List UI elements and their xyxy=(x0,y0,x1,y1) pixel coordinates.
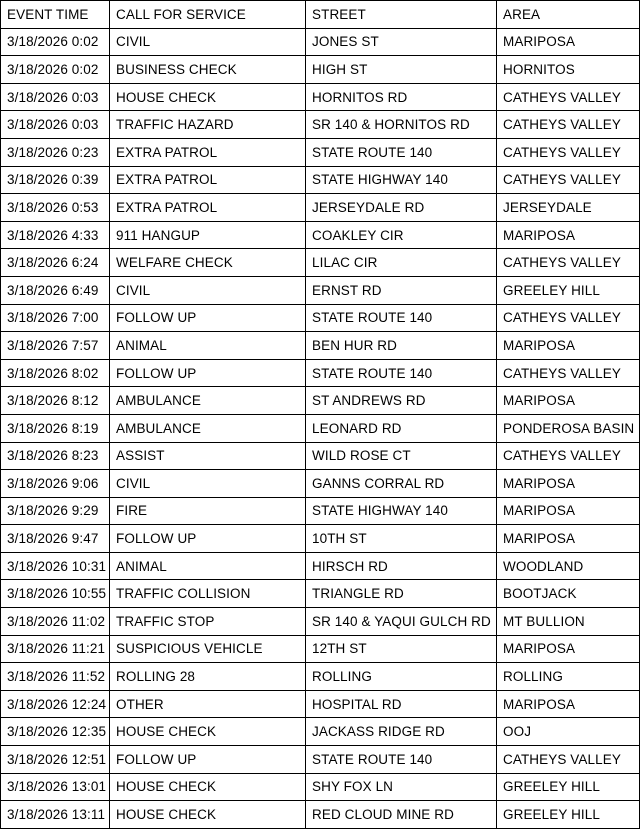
event-time-cell: 3/18/2026 12:24 xyxy=(1,690,110,718)
call-for-service-cell: AMBULANCE xyxy=(110,414,306,442)
area-cell: CATHEYS VALLEY xyxy=(497,138,640,166)
table-row xyxy=(1,690,640,718)
call-for-service-cell: EXTRA PATROL xyxy=(110,194,306,222)
area-cell: CATHEYS VALLEY xyxy=(497,83,640,111)
street-cell: WILD ROSE CT xyxy=(306,442,497,470)
table-row xyxy=(1,194,640,222)
area-cell: MARIPOSA xyxy=(497,497,640,525)
street-cell: HOSPITAL RD xyxy=(306,690,497,718)
street-cell: JACKASS RIDGE RD xyxy=(306,718,497,746)
table-body xyxy=(1,28,640,828)
table-row xyxy=(1,773,640,801)
area-cell: OOJ xyxy=(497,718,640,746)
event-time-cell: 3/18/2026 10:55 xyxy=(1,580,110,608)
street-cell: 10TH ST xyxy=(306,525,497,553)
street-cell: ST ANDREWS RD xyxy=(306,387,497,415)
street-cell: ERNST RD xyxy=(306,276,497,304)
event-time-cell: 3/18/2026 13:11 xyxy=(1,801,110,829)
street-cell: JONES ST xyxy=(306,28,497,56)
event-time-cell: 3/18/2026 8:23 xyxy=(1,442,110,470)
event-time-cell: 3/18/2026 12:51 xyxy=(1,746,110,774)
area-cell: MARIPOSA xyxy=(497,332,640,360)
street-cell: RED CLOUD MINE RD xyxy=(306,801,497,829)
area-cell: GREELEY HILL xyxy=(497,801,640,829)
street-cell: COAKLEY CIR xyxy=(306,221,497,249)
table-row xyxy=(1,718,640,746)
street-cell: SR 140 & HORNITOS RD xyxy=(306,111,497,139)
table-row xyxy=(1,746,640,774)
event-time-cell: 3/18/2026 9:29 xyxy=(1,497,110,525)
call-for-service-cell: ASSIST xyxy=(110,442,306,470)
street-cell: STATE ROUTE 140 xyxy=(306,746,497,774)
table-row xyxy=(1,221,640,249)
area-cell: MARIPOSA xyxy=(497,635,640,663)
header-area: AREA xyxy=(497,1,640,29)
table-row xyxy=(1,801,640,829)
street-cell: 12TH ST xyxy=(306,635,497,663)
event-time-cell: 3/18/2026 12:35 xyxy=(1,718,110,746)
area-cell: BOOTJACK xyxy=(497,580,640,608)
call-for-service-cell: HOUSE CHECK xyxy=(110,773,306,801)
table-row xyxy=(1,635,640,663)
header-event-time: EVENT TIME xyxy=(1,1,110,29)
event-time-cell: 3/18/2026 0:53 xyxy=(1,194,110,222)
call-for-service-cell: OTHER xyxy=(110,690,306,718)
street-cell: BEN HUR RD xyxy=(306,332,497,360)
table-row xyxy=(1,56,640,84)
call-for-service-cell: FIRE xyxy=(110,497,306,525)
call-for-service-cell: EXTRA PATROL xyxy=(110,166,306,194)
call-for-service-cell: TRAFFIC STOP xyxy=(110,608,306,636)
street-cell: STATE ROUTE 140 xyxy=(306,304,497,332)
area-cell: PONDEROSA BASIN xyxy=(497,414,640,442)
call-for-service-cell: TRAFFIC COLLISION xyxy=(110,580,306,608)
call-for-service-cell: CIVIL xyxy=(110,470,306,498)
call-for-service-cell: FOLLOW UP xyxy=(110,359,306,387)
table-row xyxy=(1,470,640,498)
header-street: STREET xyxy=(306,1,497,29)
area-cell: MARIPOSA xyxy=(497,221,640,249)
table-row xyxy=(1,608,640,636)
event-time-cell: 3/18/2026 9:47 xyxy=(1,525,110,553)
event-time-cell: 3/18/2026 11:21 xyxy=(1,635,110,663)
call-for-service-cell: FOLLOW UP xyxy=(110,525,306,553)
street-cell: HIRSCH RD xyxy=(306,552,497,580)
area-cell: MARIPOSA xyxy=(497,690,640,718)
call-for-service-cell: ROLLING 28 xyxy=(110,663,306,691)
street-cell: LILAC CIR xyxy=(306,249,497,277)
table-row xyxy=(1,166,640,194)
call-for-service-cell: HOUSE CHECK xyxy=(110,801,306,829)
street-cell: GANNS CORRAL RD xyxy=(306,470,497,498)
area-cell: MARIPOSA xyxy=(497,470,640,498)
street-cell: ROLLING xyxy=(306,663,497,691)
call-for-service-cell: FOLLOW UP xyxy=(110,746,306,774)
table-row xyxy=(1,387,640,415)
table-row xyxy=(1,28,640,56)
header-row xyxy=(1,1,640,29)
event-time-cell: 3/18/2026 0:03 xyxy=(1,111,110,139)
table-row xyxy=(1,442,640,470)
table-row xyxy=(1,359,640,387)
table-row xyxy=(1,249,640,277)
table-row xyxy=(1,663,640,691)
event-time-cell: 3/18/2026 8:12 xyxy=(1,387,110,415)
area-cell: HORNITOS xyxy=(497,56,640,84)
call-for-service-cell: TRAFFIC HAZARD xyxy=(110,111,306,139)
street-cell: STATE ROUTE 140 xyxy=(306,138,497,166)
street-cell: TRIANGLE RD xyxy=(306,580,497,608)
table-row xyxy=(1,304,640,332)
area-cell: GREELEY HILL xyxy=(497,773,640,801)
area-cell: ROLLING xyxy=(497,663,640,691)
event-time-cell: 3/18/2026 10:31 xyxy=(1,552,110,580)
call-for-service-cell: CIVIL xyxy=(110,276,306,304)
event-time-cell: 3/18/2026 13:01 xyxy=(1,773,110,801)
event-time-cell: 3/18/2026 11:52 xyxy=(1,663,110,691)
call-for-service-cell: EXTRA PATROL xyxy=(110,138,306,166)
event-time-cell: 3/18/2026 8:02 xyxy=(1,359,110,387)
street-cell: JERSEYDALE RD xyxy=(306,194,497,222)
area-cell: CATHEYS VALLEY xyxy=(497,442,640,470)
street-cell: STATE ROUTE 140 xyxy=(306,359,497,387)
street-cell: HIGH ST xyxy=(306,56,497,84)
area-cell: MARIPOSA xyxy=(497,387,640,415)
table-row xyxy=(1,138,640,166)
call-for-service-cell: AMBULANCE xyxy=(110,387,306,415)
street-cell: STATE HIGHWAY 140 xyxy=(306,497,497,525)
call-for-service-cell: CIVIL xyxy=(110,28,306,56)
table-row xyxy=(1,332,640,360)
event-time-cell: 3/18/2026 6:49 xyxy=(1,276,110,304)
street-cell: LEONARD RD xyxy=(306,414,497,442)
event-time-cell: 3/18/2026 4:33 xyxy=(1,221,110,249)
area-cell: CATHEYS VALLEY xyxy=(497,746,640,774)
event-time-cell: 3/18/2026 0:39 xyxy=(1,166,110,194)
area-cell: CATHEYS VALLEY xyxy=(497,249,640,277)
table-row xyxy=(1,525,640,553)
call-for-service-cell: SUSPICIOUS VEHICLE xyxy=(110,635,306,663)
call-for-service-cell: BUSINESS CHECK xyxy=(110,56,306,84)
street-cell: SHY FOX LN xyxy=(306,773,497,801)
call-for-service-cell: HOUSE CHECK xyxy=(110,718,306,746)
area-cell: CATHEYS VALLEY xyxy=(497,111,640,139)
area-cell: GREELEY HILL xyxy=(497,276,640,304)
table-row xyxy=(1,111,640,139)
call-for-service-cell: WELFARE CHECK xyxy=(110,249,306,277)
header-call-for-service: CALL FOR SERVICE xyxy=(110,1,306,29)
street-cell: HORNITOS RD xyxy=(306,83,497,111)
event-time-cell: 3/18/2026 7:57 xyxy=(1,332,110,360)
area-cell: WOODLAND xyxy=(497,552,640,580)
table-row xyxy=(1,552,640,580)
event-time-cell: 3/18/2026 0:03 xyxy=(1,83,110,111)
table-row xyxy=(1,497,640,525)
table-row xyxy=(1,276,640,304)
street-cell: SR 140 & YAQUI GULCH RD xyxy=(306,608,497,636)
area-cell: JERSEYDALE xyxy=(497,194,640,222)
call-for-service-cell: 911 HANGUP xyxy=(110,221,306,249)
area-cell: CATHEYS VALLEY xyxy=(497,166,640,194)
event-time-cell: 3/18/2026 7:00 xyxy=(1,304,110,332)
table-row xyxy=(1,580,640,608)
event-time-cell: 3/18/2026 0:02 xyxy=(1,28,110,56)
area-cell: MARIPOSA xyxy=(497,525,640,553)
area-cell: MARIPOSA xyxy=(497,28,640,56)
event-time-cell: 3/18/2026 0:02 xyxy=(1,56,110,84)
event-time-cell: 3/18/2026 8:19 xyxy=(1,414,110,442)
table-row xyxy=(1,414,640,442)
call-for-service-cell: HOUSE CHECK xyxy=(110,83,306,111)
area-cell: MT BULLION xyxy=(497,608,640,636)
area-cell: CATHEYS VALLEY xyxy=(497,304,640,332)
table-row xyxy=(1,83,640,111)
event-time-cell: 3/18/2026 0:23 xyxy=(1,138,110,166)
event-time-cell: 3/18/2026 9:06 xyxy=(1,470,110,498)
event-time-cell: 3/18/2026 11:02 xyxy=(1,608,110,636)
call-for-service-cell: FOLLOW UP xyxy=(110,304,306,332)
area-cell: CATHEYS VALLEY xyxy=(497,359,640,387)
street-cell: STATE HIGHWAY 140 xyxy=(306,166,497,194)
event-time-cell: 3/18/2026 6:24 xyxy=(1,249,110,277)
call-for-service-cell: ANIMAL xyxy=(110,552,306,580)
call-for-service-cell: ANIMAL xyxy=(110,332,306,360)
